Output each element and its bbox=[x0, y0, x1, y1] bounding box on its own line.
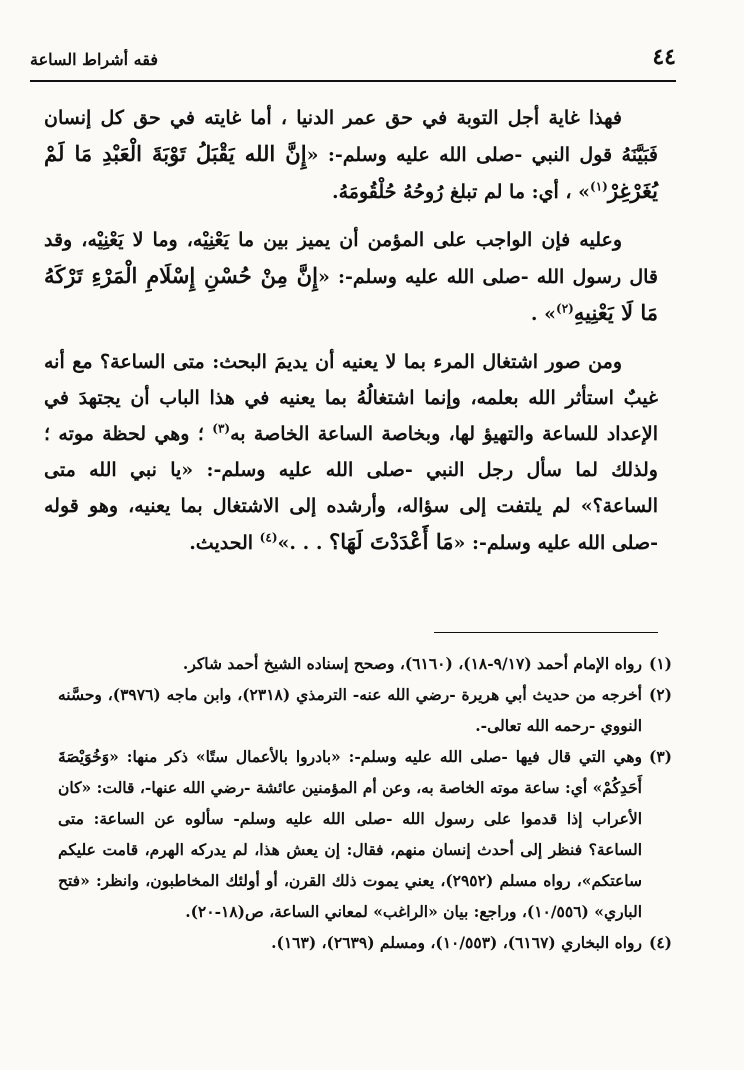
footnote-4 bbox=[58, 927, 672, 958]
footnote-number: (٣) bbox=[648, 747, 672, 766]
footnote-ref-4[interactable]: (٤) bbox=[259, 530, 278, 545]
footnote-number: (٢) bbox=[648, 685, 672, 704]
footnote-text: وهي التي قال فيها -صلى الله عليه وسلم-: «بادروا بالأعمال ستًا» ذكر منها: «وَخُوَيْصَةَ أَحَدِكُمْ» أي: ساعة موته الخاصة به، وعن أم المؤمنين عائشة -رضي الله عنها-، قالت: «كان الأعراب إذا قدموا على رسول الله -صلى الله عليه وسلم- سألوه عن الساعة: متى الساعة؟ فنظر إلى أحدث إنسان منهم، فقال: إن يعش هذا، لم يدركه الهرم، قامت عليكم ساعتكم»، رواه مسلم (٢٩٥٢)، يعني يموت ذلك القرن، أو أولئك المخاطبون، وانظر: «فتح الباري» (١٠/٥٥٦)، وراجع: بيان «الراغب» لمعاني الساعة، ص(١٨-٢٠). bbox=[58, 747, 642, 921]
p2-text-2: » . bbox=[530, 303, 557, 325]
p2-text-1: وعليه فإن الواجب على المؤمن أن يميز بين ما يَعْنِيْه، وما لا يَعْنِيْه، وقد قال رسول الله -صلى الله عليه وسلم-: « bbox=[44, 229, 659, 288]
page-header bbox=[30, 44, 676, 80]
footnote-3 bbox=[58, 741, 672, 927]
hadith-quote-2: إِنَّ مِنْ حُسْنِ إِسْلَامِ الْمَرْءِ تَرْكَهُ مَا لَا يَعْنِيهِ bbox=[44, 263, 658, 325]
hadith-quote-3: مَا أَعْدَدْتَ لَهَا؟ bbox=[329, 529, 454, 554]
footnote-text: رواه البخاري (٦١٦٧)، (١٠/٥٥٣)، ومسلم (٢٦٣٩)، (١٦٣). bbox=[271, 933, 642, 952]
footnote-2 bbox=[58, 679, 672, 741]
paragraph-2 bbox=[44, 222, 658, 332]
footnote-text: أخرجه من حديث أبي هريرة -رضي الله عنه- الترمذي (٢٣١٨)، وابن ماجه (٣٩٧٦)، وحسَّنه النووي -رحمه الله تعالى-. bbox=[58, 685, 642, 735]
footnotes bbox=[58, 648, 672, 958]
footnote-ref-3[interactable]: (٣) bbox=[212, 421, 231, 436]
footnote-1 bbox=[58, 648, 672, 679]
paragraph-3 bbox=[44, 344, 658, 561]
header-rule bbox=[30, 80, 676, 82]
hadith-quote-1: إِنَّ الله يَقْبَلُ تَوْبَةَ الْعَبْدِ مَا لَمْ يُغَرْغِرْ bbox=[44, 141, 658, 203]
main-text bbox=[44, 100, 658, 573]
p3-text-4: الحديث. bbox=[189, 532, 260, 554]
running-title: فقه أشراط الساعة bbox=[30, 50, 158, 69]
p3-text-3: . . .» bbox=[277, 532, 330, 554]
footnote-ref-2[interactable]: (٢) bbox=[556, 301, 574, 316]
footnote-ref-1[interactable]: (١) bbox=[590, 179, 608, 194]
footnote-number: (١) bbox=[648, 654, 672, 673]
p1-text-2: » ، أي: ما لم تبلغ رُوحُهُ حُلْقُومَهُ. bbox=[332, 181, 591, 203]
paragraph-1 bbox=[44, 100, 658, 210]
footnote-separator bbox=[434, 632, 658, 633]
footnote-number: (٤) bbox=[648, 933, 672, 952]
footnote-text: رواه الإمام أحمد (٩/١٧-١٨)، (٦١٦٠)، وصحح إسناده الشيخ أحمد شاكر. bbox=[182, 654, 642, 673]
p3-text-2: ؛ وهي لحظة موته ؛ ولذلك لما سأل رجل النبي -صلى الله عليه وسلم-: «يا نبي الله متى الساعة؟» لم يلتفت إلى سؤاله، وأرشده إلى الاشتغال بما يعنيه، وهو قوله -صلى الله عليه وسلم-: « bbox=[44, 423, 658, 554]
page-number: ٤٤ bbox=[652, 44, 676, 70]
p3-text-1: ومن صور اشتغال المرء بما لا يعنيه أن يديمَ البحث: متى الساعة؟ مع أنه غيبٌ استأثر الله بعلمه، وإنما اشتغالُهُ بما يعنيه في هذا الباب أن يجتهدَ في الإعداد للساعة والتهيؤ لها، وبخاصة الساعة الخاصة به bbox=[44, 351, 658, 445]
p1-text-1: فهذا غاية أجل التوبة في حق عمر الدنيا ، أما غايته في حق كل إنسان فَبَيَّنَهُ قول النبي -صلى الله عليه وسلم-: « bbox=[44, 107, 658, 166]
